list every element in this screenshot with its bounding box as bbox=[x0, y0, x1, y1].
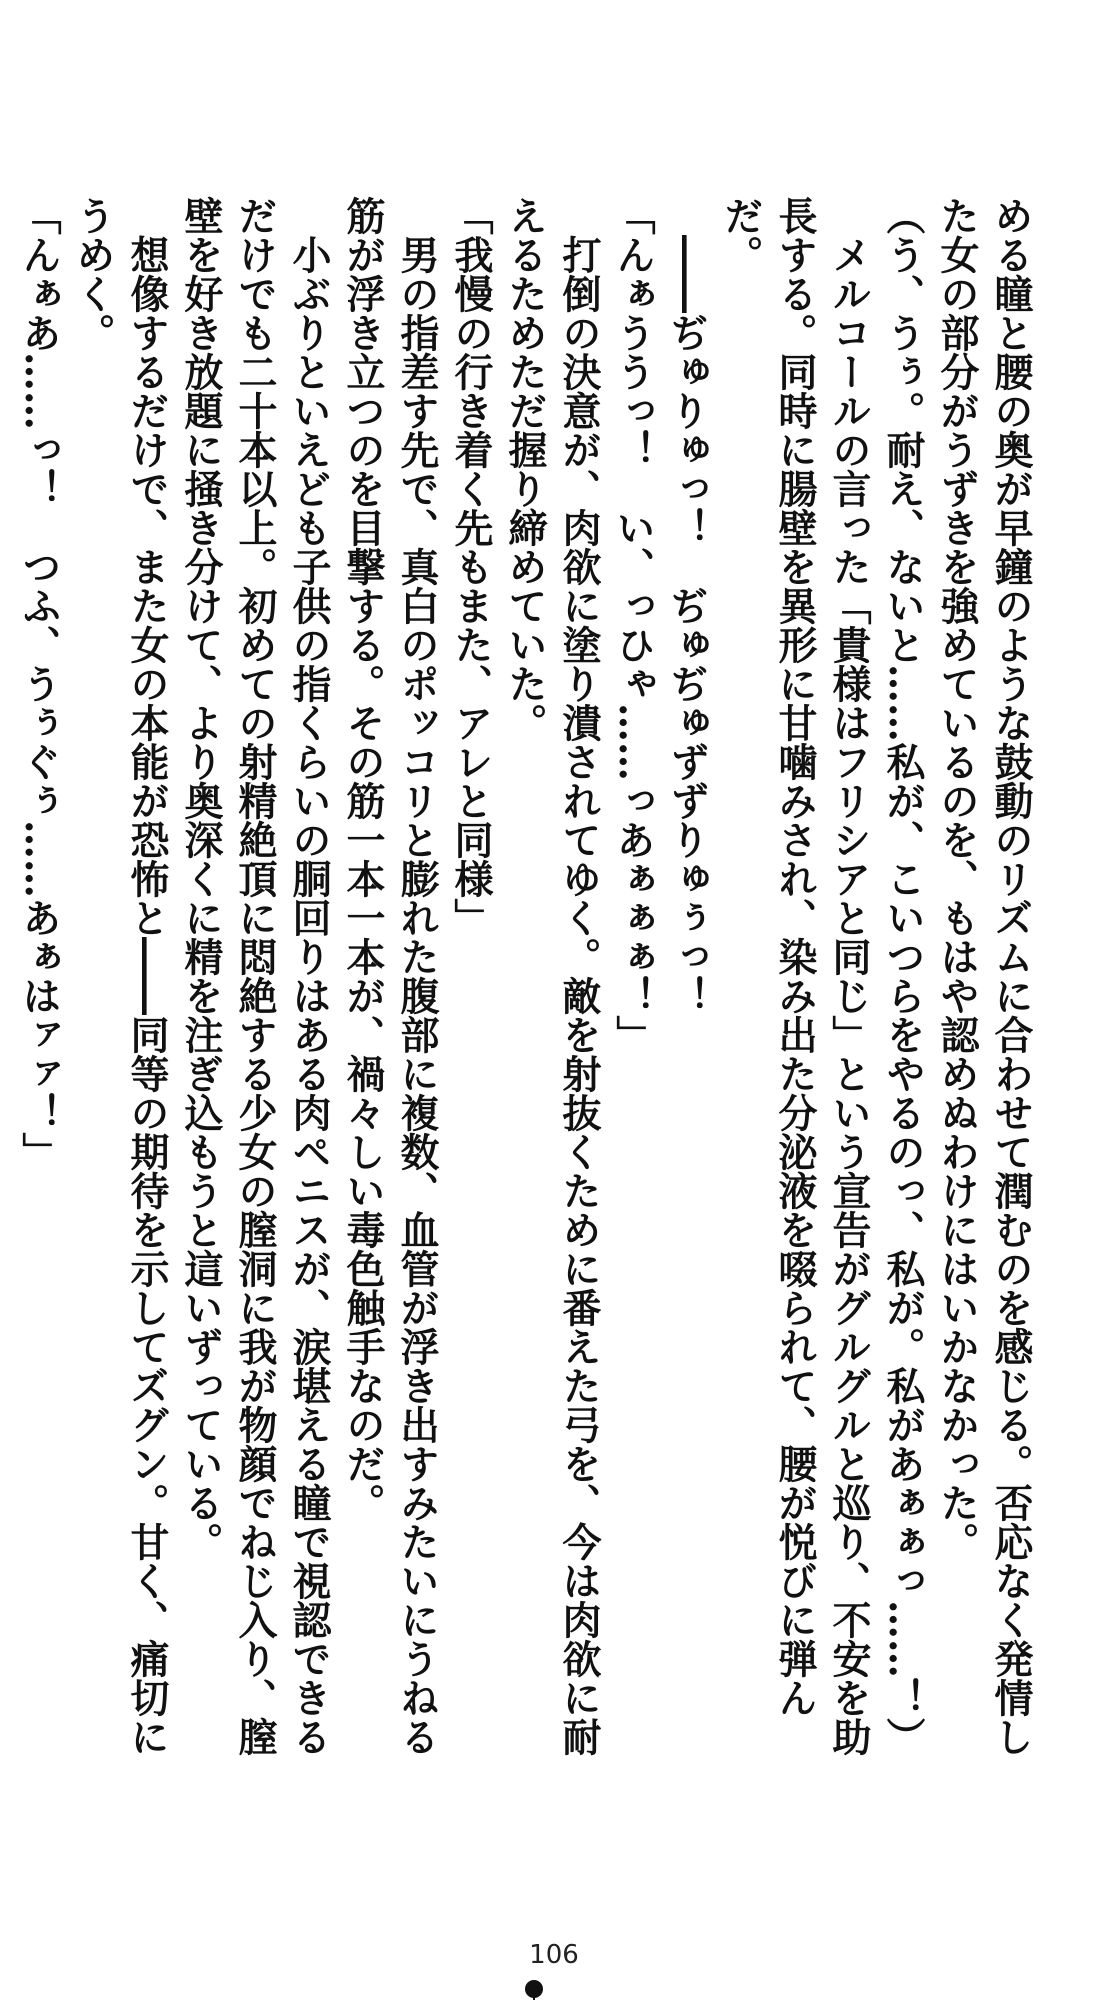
paragraph: 「んぁううっ！ い、っひゃ……っあぁぁぁ！」 bbox=[610, 196, 656, 1054]
page-marker-stem bbox=[533, 1990, 535, 2000]
paragraph: 想像するだけで、また女の本能が恐怖と――同等の期待を示してズグン。甘く、痛切にうめく。 bbox=[70, 196, 170, 1756]
paragraph: 男の指差す先で、真白のポッコリと膨れた腹部に複数、血管が浮き出すみたいにうねる筋が浮き立つのを目撃する。その筋一本一本が、禍々しい毒色触手なのだ。 bbox=[340, 196, 440, 1756]
paragraph: （う、うぅ。耐え、ないと……私が、こいつらをやるのっ、私が。私があぁぁっ……！） bbox=[880, 196, 926, 1756]
paragraph: 「我慢の行き着く先もまた、アレと同様」 bbox=[448, 196, 494, 937]
page-number: 106 bbox=[529, 1940, 579, 1970]
paragraph: ――ぢゅりゅっ！ ぢゅぢゅずずりゅぅっ！ bbox=[664, 196, 710, 1015]
paragraph: める瞳と腰の奥が早鐘のような鼓動のリズムに合わせて潤むのを感じる。否応なく発情した女の部分がうずきを強めているのを、もはや認めぬわけにはいかなかった。 bbox=[934, 196, 1034, 1756]
paragraph: メルコールの言った「貴様はフリシアと同じ」という宣告がグルグルと巡り、不安を助長する。同時に腸壁を異形に甘噛みされ、染み出た分泌液を啜られて、腰が悦びに弾んだ。 bbox=[718, 196, 872, 1756]
vertical-text-body bbox=[16, 196, 1038, 1766]
paragraph: 「んぁあ……っ！ つふ、うぅぐぅ……あぁはァァ！」 bbox=[16, 196, 62, 1171]
paragraph: 打倒の決意が、肉欲に塗り潰されてゆく。敵を射抜くために番えた弓を、今は肉欲に耐えるためただ握り締めていた。 bbox=[502, 196, 602, 1756]
paragraph: 小ぶりといえども子供の指くらいの胴回りはある肉ペニスが、涙堪える瞳で視認できるだけでも二十本以上。初めての射精絶頂に悶絶する少女の膣洞に我が物顔でねじ入り、膣壁を好き放題に掻き分けて、より奥深くに精を注ぎ込もうと這いずっている。 bbox=[178, 196, 332, 1756]
